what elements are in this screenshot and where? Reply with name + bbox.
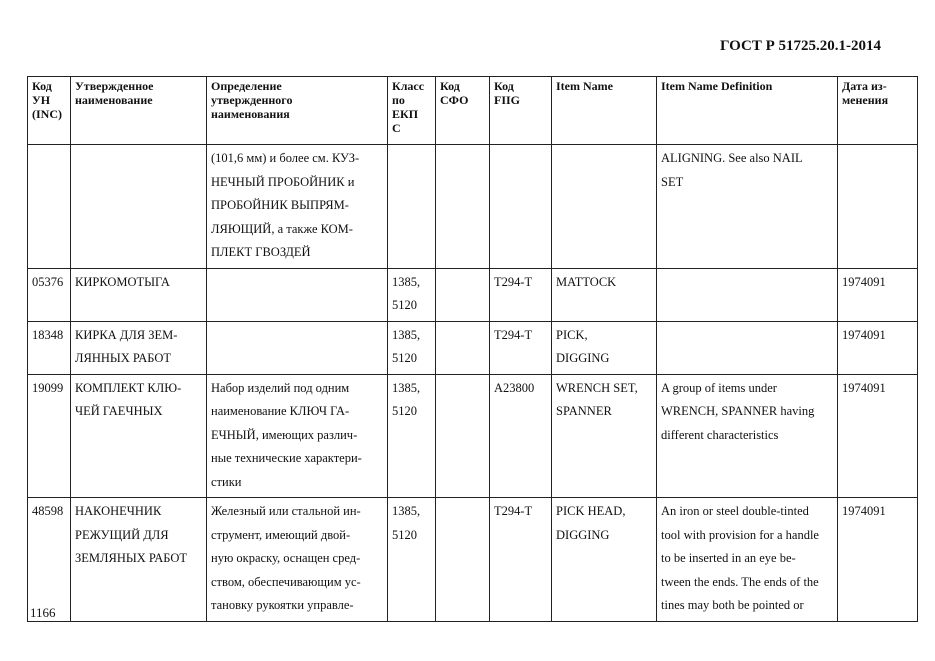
- cell-text-line: A23800: [494, 380, 535, 395]
- cell-text-line: T294-T: [494, 274, 533, 289]
- cell-text-line: стики: [211, 474, 242, 489]
- cell-change-date: [838, 374, 918, 498]
- cell-inc-code: [28, 374, 71, 498]
- cell-text-line: (101,6 мм) и более см. КУЗ-: [211, 151, 360, 165]
- cell-text-line: УН: [32, 93, 51, 107]
- cell-item-name: [552, 498, 657, 622]
- cell-text-line: тановку рукоятки управле-: [211, 598, 354, 612]
- cell-text-line: ЛЯЮЩИЙ, а также КОМ-: [211, 221, 353, 236]
- cell-text-line: наименование: [75, 93, 153, 107]
- cell-text-line: different characteristics: [661, 427, 779, 442]
- cell-text-line: РЕЖУЩИЙ ДЛЯ: [75, 527, 169, 542]
- cell-text-line: ПЛЕКТ ГВОЗДЕЙ: [211, 245, 311, 259]
- cell-text-line: 1385,: [392, 380, 421, 395]
- cell-class-ekps: [388, 321, 436, 374]
- cell-text-line: наименование КЛЮЧ ГА-: [211, 404, 350, 418]
- cell-item-name-definition: [657, 268, 838, 321]
- cell-item-name-definition: [657, 321, 838, 374]
- cell-item-name: [552, 321, 657, 374]
- cell-text-line: 19099: [32, 380, 64, 395]
- cell-definition: [207, 374, 388, 498]
- cell-sfo-code: [436, 374, 490, 498]
- cell-change-date: [838, 321, 918, 374]
- cell-text-line: 1385,: [392, 327, 421, 342]
- cell-item-name-definition: [657, 498, 838, 622]
- cell-fiig-code: [490, 374, 552, 498]
- cell-text-line: SET: [661, 174, 684, 189]
- cell-text-line: КОМПЛЕКТ КЛЮ-: [75, 380, 182, 395]
- table-row: [28, 498, 918, 622]
- cell-change-date: [838, 268, 918, 321]
- cell-text-line: Набор изделий под одним: [211, 380, 350, 395]
- table-body: [28, 145, 918, 622]
- cell-text-line: ALIGNING. See also NAIL: [661, 151, 803, 165]
- cell-text-line: ЧЕЙ ГАЕЧНЫХ: [75, 404, 163, 418]
- cell-text-line: 1385,: [392, 504, 421, 518]
- cell-class-ekps: [388, 268, 436, 321]
- cell-item-name-definition: [657, 145, 838, 269]
- cell-item-name: [552, 268, 657, 321]
- page-number: 1166: [30, 605, 56, 620]
- cell-definition: [207, 268, 388, 321]
- cell-inc-code: [28, 145, 71, 269]
- cell-definition: [207, 498, 388, 622]
- column-header-definition: [207, 77, 388, 145]
- cell-approved-name: [71, 374, 207, 498]
- column-header-item-name-definition: [657, 77, 838, 145]
- cell-text-line: ПРОБОЙНИК ВЫПРЯМ-: [211, 198, 349, 212]
- cell-text-line: ством, обеспечивающим ус-: [211, 574, 361, 589]
- cell-text-line: Определение: [211, 79, 282, 93]
- cell-class-ekps: [388, 145, 436, 269]
- cell-change-date: [838, 498, 918, 622]
- cell-text-line: НАКОНЕЧНИК: [75, 504, 162, 518]
- cell-text-line: Железный или стальной ин-: [211, 504, 361, 518]
- column-header-change-date: [838, 77, 918, 145]
- cell-text-line: ЛЯННЫХ РАБОТ: [75, 351, 172, 365]
- cell-text-line: tines may both be pointed or: [661, 598, 804, 612]
- table-row: [28, 321, 918, 374]
- cell-text-line: Дата из-: [842, 79, 887, 93]
- column-header-sfo-code: [436, 77, 490, 145]
- cell-text-line: tool with provision for a handle: [661, 527, 819, 542]
- cell-text-line: Утвержденное: [75, 79, 154, 93]
- cell-text-line: утвержденного: [211, 93, 293, 107]
- cell-text-line: FIIG: [494, 93, 521, 107]
- cell-text-line: Код: [32, 79, 52, 93]
- cell-definition: [207, 145, 388, 269]
- cell-text-line: 1974091: [842, 380, 886, 395]
- cell-text-line: ную окраску, оснащен сред-: [211, 551, 361, 565]
- cell-text-line: 1974091: [842, 327, 886, 342]
- table-row: [28, 145, 918, 269]
- cell-fiig-code: [490, 268, 552, 321]
- cell-text-line: 5120: [392, 527, 417, 542]
- cell-text-line: WRENCH SET,: [556, 380, 638, 395]
- table-header: [28, 77, 918, 145]
- cell-text-line: 5120: [392, 298, 417, 312]
- cell-fiig-code: [490, 321, 552, 374]
- cell-text-line: Item Name Definition: [661, 79, 773, 93]
- cell-text-line: Класс: [392, 79, 425, 93]
- cell-approved-name: [71, 321, 207, 374]
- cell-item-name: [552, 145, 657, 269]
- cell-text-line: tween the ends. The ends of the: [661, 574, 819, 589]
- cell-text-line: 1974091: [842, 504, 886, 518]
- cell-item-name-definition: [657, 374, 838, 498]
- cell-text-line: 5120: [392, 351, 417, 365]
- cell-text-line: ные технические характери-: [211, 451, 362, 465]
- cell-text-line: наименования: [211, 107, 290, 121]
- table-row: [28, 374, 918, 498]
- cell-text-line: НЕЧНЫЙ ПРОБОЙНИК и: [211, 174, 355, 189]
- cell-item-name: [552, 374, 657, 498]
- header-row: [28, 77, 918, 145]
- cell-text-line: A group of items under: [661, 380, 777, 395]
- column-header-fiig-code: [490, 77, 552, 145]
- cell-text-line: 1974091: [842, 274, 886, 289]
- cell-text-line: ЗЕМЛЯНЫХ РАБОТ: [75, 551, 188, 565]
- cell-text-line: струмент, имеющий двой-: [211, 527, 351, 542]
- cell-approved-name: [71, 498, 207, 622]
- cell-text-line: менения: [842, 93, 889, 107]
- cell-text-line: MATTOCK: [556, 274, 617, 289]
- table-row: [28, 268, 918, 321]
- cell-text-line: to be inserted in an eye be-: [661, 551, 796, 565]
- cell-inc-code: [28, 498, 71, 622]
- cell-text-line: ЕЧНЫЙ, имеющих различ-: [211, 427, 358, 442]
- cell-text-line: Item Name: [556, 79, 613, 93]
- cell-text-line: An iron or steel double-tinted: [661, 504, 809, 518]
- cell-fiig-code: [490, 498, 552, 622]
- cell-text-line: КИРКА ДЛЯ ЗЕМ-: [75, 327, 178, 342]
- cell-inc-code: [28, 321, 71, 374]
- cell-text-line: по: [392, 93, 405, 107]
- cell-inc-code: [28, 268, 71, 321]
- cell-text-line: PICK HEAD,: [556, 504, 626, 518]
- column-header-item-name: [552, 77, 657, 145]
- cell-text-line: Код: [440, 79, 460, 93]
- cell-sfo-code: [436, 145, 490, 269]
- cell-text-line: PICK,: [556, 327, 588, 342]
- cell-change-date: [838, 145, 918, 269]
- cell-fiig-code: [490, 145, 552, 269]
- cell-text-line: T294-T: [494, 504, 533, 518]
- cell-sfo-code: [436, 321, 490, 374]
- cell-text-line: СФО: [440, 93, 469, 107]
- cell-text-line: DIGGING: [556, 351, 610, 365]
- cell-approved-name: [71, 145, 207, 269]
- cell-sfo-code: [436, 268, 490, 321]
- cell-text-line: (INC): [32, 107, 62, 121]
- cell-text-line: С: [392, 121, 401, 135]
- cell-text-line: WRENCH, SPANNER having: [661, 404, 815, 418]
- cell-text-line: 05376: [32, 274, 64, 289]
- column-header-class-ekps: [388, 77, 436, 145]
- document-standard-number: ГОСТ Р 51725.20.1-2014: [720, 38, 882, 54]
- cell-text-line: КИРКОМОТЫГА: [75, 274, 170, 289]
- cell-class-ekps: [388, 498, 436, 622]
- cell-text-line: Код: [494, 79, 514, 93]
- cell-text-line: 18348: [32, 327, 64, 342]
- cell-text-line: ЕКП: [392, 107, 419, 121]
- cell-definition: [207, 321, 388, 374]
- cell-text-line: 48598: [32, 504, 64, 518]
- cell-text-line: SPANNER: [556, 404, 612, 418]
- cell-approved-name: [71, 268, 207, 321]
- cell-text-line: T294-T: [494, 327, 533, 342]
- column-header-approved-name: [71, 77, 207, 145]
- cell-text-line: 1385,: [392, 274, 421, 289]
- cell-text-line: 5120: [392, 404, 417, 418]
- cell-sfo-code: [436, 498, 490, 622]
- classification-table: [27, 76, 918, 622]
- column-header-inc-code: [28, 77, 71, 145]
- cell-class-ekps: [388, 374, 436, 498]
- cell-text-line: DIGGING: [556, 527, 610, 542]
